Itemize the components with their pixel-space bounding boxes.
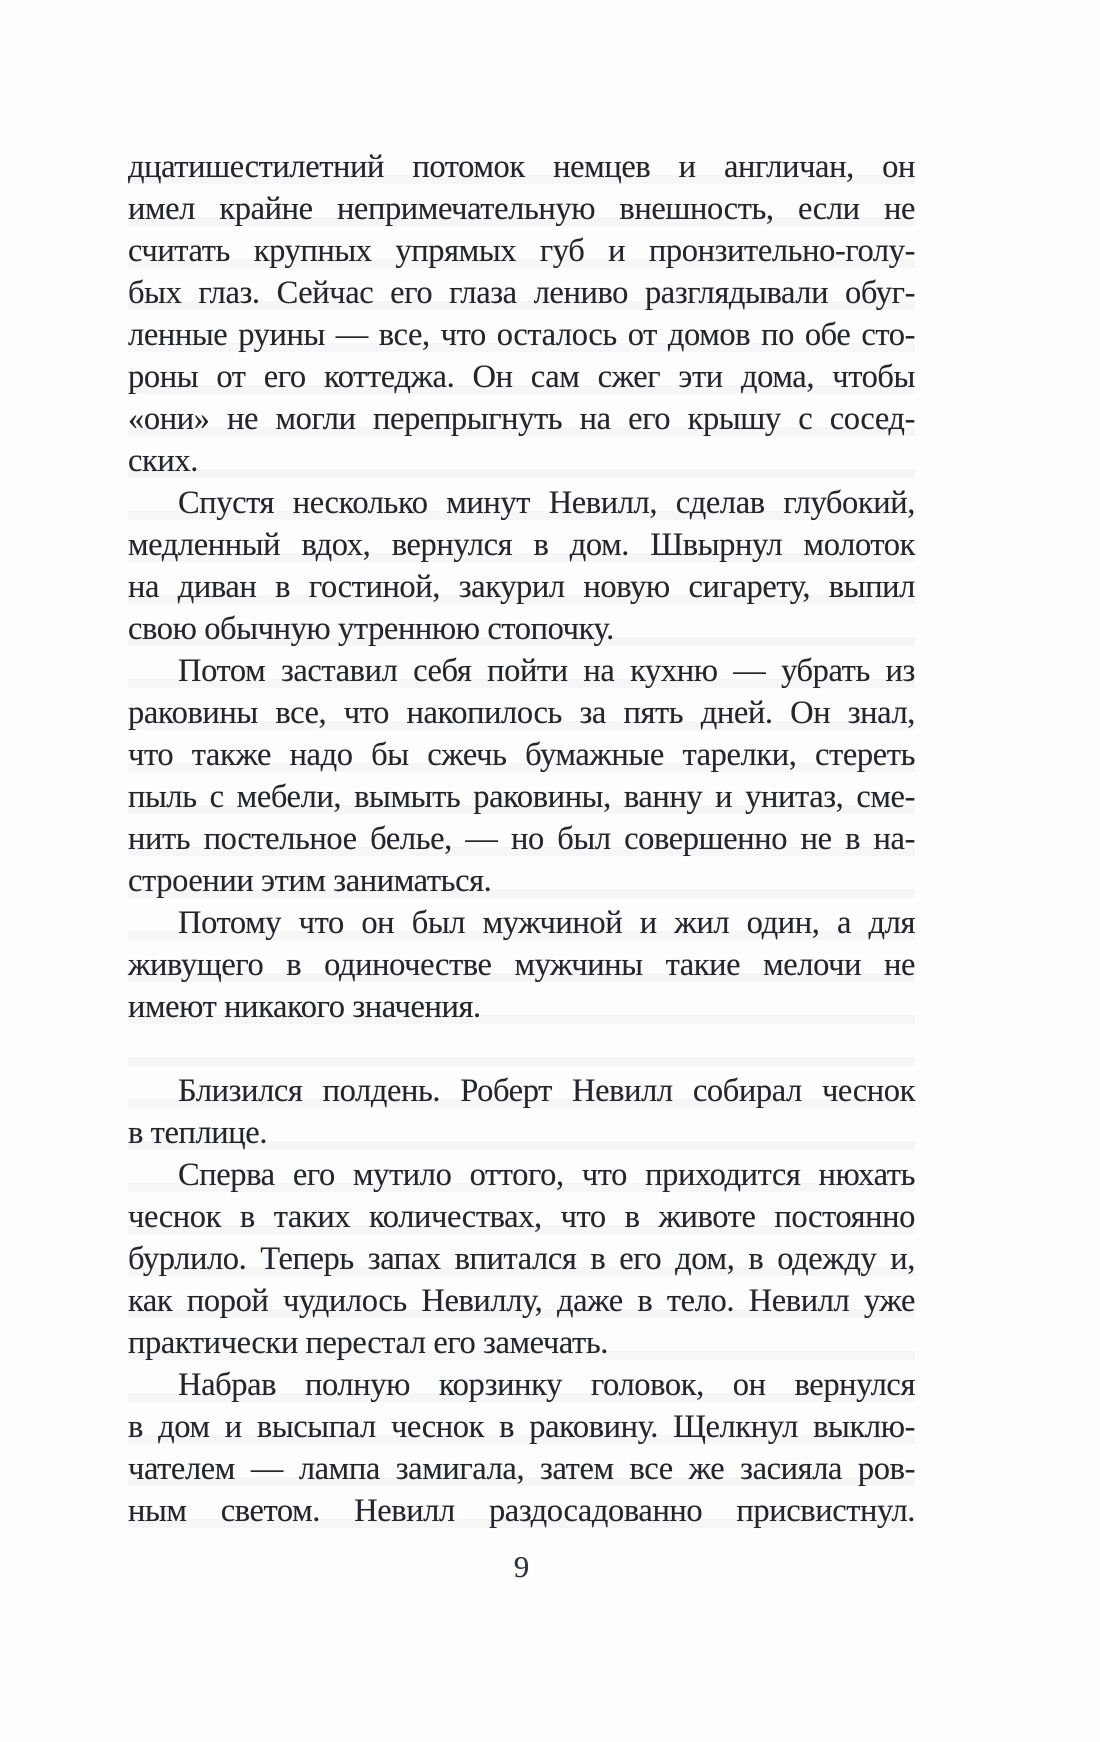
text-line: ских. bbox=[128, 443, 198, 479]
text-line: «они» не могли перепрыгнуть на его крышу с сосед- bbox=[128, 401, 915, 437]
text-line: нить постельное белье, — но был совершенно не в на- bbox=[128, 821, 915, 857]
text-line: Потому что он был мужчиной и жил один, а для bbox=[178, 905, 915, 941]
text-line: ным светом. Невилл раздосадованно присвистнул. bbox=[128, 1493, 915, 1529]
text-line: Набрав полную корзинку головок, он вернулся bbox=[178, 1367, 915, 1403]
text-line: чателем — лампа замигала, затем все же засияла ров- bbox=[128, 1451, 915, 1487]
text-line: бурлило. Теперь запах впитался в его дом, в одежду и, bbox=[128, 1241, 915, 1277]
paragraph bbox=[128, 482, 915, 650]
text-line: практически перестал его замечать. bbox=[128, 1325, 608, 1361]
paragraph bbox=[128, 650, 915, 902]
text-line: Спустя несколько минут Невилл, сделав глубокий, bbox=[178, 485, 915, 521]
text-line: свою обычную утреннюю стопочку. bbox=[128, 611, 614, 647]
text-line: в теплице. bbox=[128, 1115, 268, 1151]
text-line: в дом и высыпал чеснок в раковину. Щелкнул выклю- bbox=[128, 1409, 915, 1445]
paragraph bbox=[128, 1364, 915, 1532]
text-line: считать крупных упрямых губ и пронзительно-голу- bbox=[128, 233, 915, 269]
paragraph bbox=[128, 1154, 915, 1364]
text-line: ленные руины — все, что осталось от домов по обе сто- bbox=[128, 317, 915, 353]
paragraph bbox=[128, 146, 915, 482]
text-line: чеснок в таких количествах, что в животе постоянно bbox=[128, 1199, 915, 1235]
text-line: живущего в одиночестве мужчины такие мелочи не bbox=[128, 947, 915, 983]
text-line: дцатишестилетний потомок немцев и англичан, он bbox=[128, 149, 915, 185]
text-line: Сперва его мутило оттого, что приходится нюхать bbox=[178, 1157, 915, 1193]
text-line: Близился полдень. Роберт Невилл собирал чеснок bbox=[178, 1073, 915, 1109]
paragraph bbox=[128, 1070, 915, 1154]
text-line: имеют никакого значения. bbox=[128, 989, 481, 1025]
text-line: бых глаз. Сейчас его глаза лениво разглядывали обуг- bbox=[128, 275, 915, 311]
text-line: роны от его коттеджа. Он сам сжег эти дома, чтобы bbox=[128, 359, 915, 395]
text-line: медленный вдох, вернулся в дом. Швырнул молоток bbox=[128, 527, 915, 563]
text-line: раковины все, что накопилось за пять дней. Он знал, bbox=[128, 695, 915, 731]
text-line: на диван в гостиной, закурил новую сигарету, выпил bbox=[128, 569, 915, 605]
text-line: Потом заставил себя пойти на кухню — убрать из bbox=[178, 653, 915, 689]
paragraph bbox=[128, 902, 915, 1028]
text-line: как порой чудилось Невиллу, даже в тело. Невилл уже bbox=[128, 1283, 915, 1319]
page-number: 9 bbox=[513, 1549, 530, 1584]
page-text bbox=[128, 146, 915, 1532]
text-line: что также надо бы сжечь бумажные тарелки, стереть bbox=[128, 737, 915, 773]
text-line: строении этим заниматься. bbox=[128, 863, 492, 899]
text-line: пыль с мебели, вымыть раковины, ванну и унитаз, сме- bbox=[128, 779, 915, 815]
text-line: имел крайне непримечательную внешность, если не bbox=[128, 191, 915, 227]
section-break bbox=[128, 1028, 915, 1070]
